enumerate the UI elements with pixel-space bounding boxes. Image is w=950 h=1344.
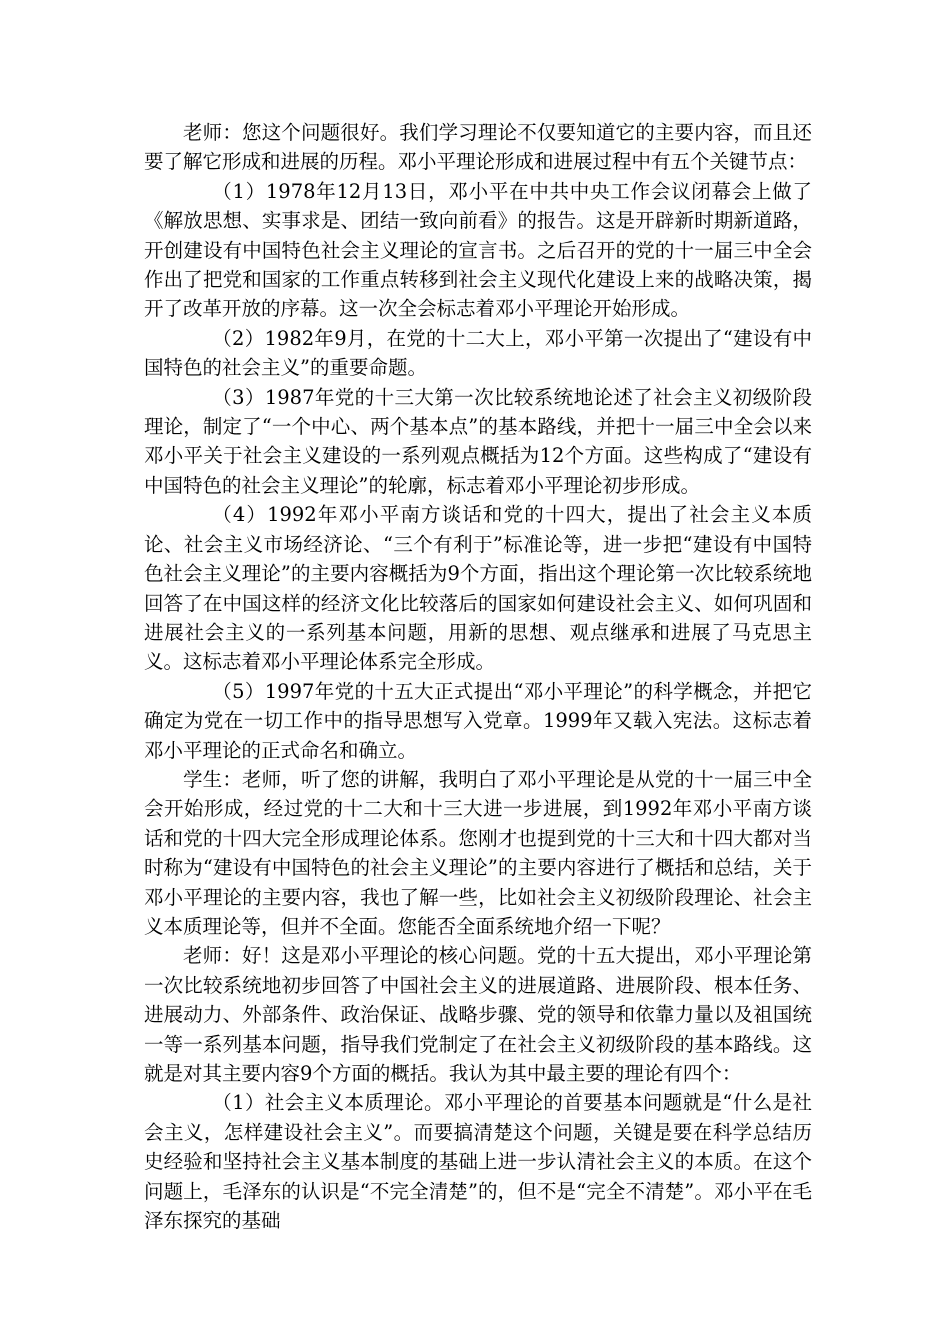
paragraph-point-1987: （3）1987年党的十三大第一次比较系统地论述了社会主义初级阶段理论，制定了“一个中心、两个基本点”的基本路线，并把十一届三中全会以来邓小平关于社会主义建设的一系列观点概括为12个方面。这些构成了“建设有中国特色的社会主义理论”的轮廓，标志着邓小平理论初步形成。 [144,385,812,497]
document-page [144,118,812,1235]
paragraph-teacher-intro: 老师：您这个问题很好。我们学习理论不仅要知道它的主要内容，而且还要了解它形成和进展的历程。邓小平理论形成和进展过程中有五个关键节点： [144,121,812,174]
paragraph-socialism-essence: （1）社会主义本质理论。邓小平理论的首要基本问题就是“什么是社会主义，怎样建设社会主义”。而要搞清楚这个问题，关键是要在科学总结历史经验和坚持社会主义基本制度的基础上进一步认清社会主义的本质。在这个问题上，毛泽东的认识是“不完全清楚”的，但不是“完全不清楚”。邓小平在毛泽东探究的基础 [144,1091,812,1233]
paragraph-point-1982: （2）1982年9月，在党的十二大上，邓小平第一次提出了“建设有中国特色的社会主义”的重要命题。 [144,326,812,380]
paragraph-student-question: 学生：老师，听了您的讲解，我明白了邓小平理论是从党的十一届三中全会开始形成，经过党的十二大和十三大进一步进展，到1992年邓小平南方谈话和党的十四大完全形成理论体系。您刚才也提到党的十三大和十四大都对当时称为“建设有中国特色的社会主义理论”的主要内容进行了概括和总结，关于邓小平理论的主要内容，我也了解一些，比如社会主义初级阶段理论、社会主义本质理论等，但并不全面。您能否全面系统地介绍一下呢？ [144,767,812,938]
paragraph-point-1997: （5）1997年党的十五大正式提出“邓小平理论”的科学概念，并把它确定为党在一切工作中的指导思想写入党章。1999年又载入宪法。这标志着邓小平理论的正式命名和确立。 [144,679,812,762]
paragraph-point-1992: （4）1992年邓小平南方谈话和党的十四大，提出了社会主义本质论、社会主义市场经济论、“三个有利于”标准论等，进一步把“建设有中国特色社会主义理论”的主要内容概括为9个方面，指出这个理论第一次比较系统地回答了在中国这样的经济文化比较落后的国家如何建设社会主义、如何巩固和进展社会主义的一系列基本问题，用新的思想、观点继承和进展了马克思主义。这标志着邓小平理论体系完全形成。 [144,503,812,674]
paragraph-teacher-answer: 老师：好！这是邓小平理论的核心问题。党的十五大提出，邓小平理论第一次比较系统地初步回答了中国社会主义的进展道路、进展阶段、根本任务、进展动力、外部条件、政治保证、战略步骤、党的领导和依靠力量以及祖国统一等一系列基本问题，指导我们党制定了在社会主义初级阶段的基本路线。这就是对其主要内容9个方面的概括。我认为其中最主要的理论有四个： [144,944,812,1085]
paragraph-point-1978: （1）1978年12月13日，邓小平在中共中央工作会议闭幕会上做了《解放思想、实事求是、团结一致向前看》的报告。这是开辟新时期新道路，开创建设有中国特色社会主义理论的宣言书。之后召开的党的十一届三中全会作出了把党和国家的工作重点转移到社会主义现代化建设上来的战略决策，揭开了改革开放的序幕。这一次全会标志着邓小平理论开始形成。 [144,179,812,321]
